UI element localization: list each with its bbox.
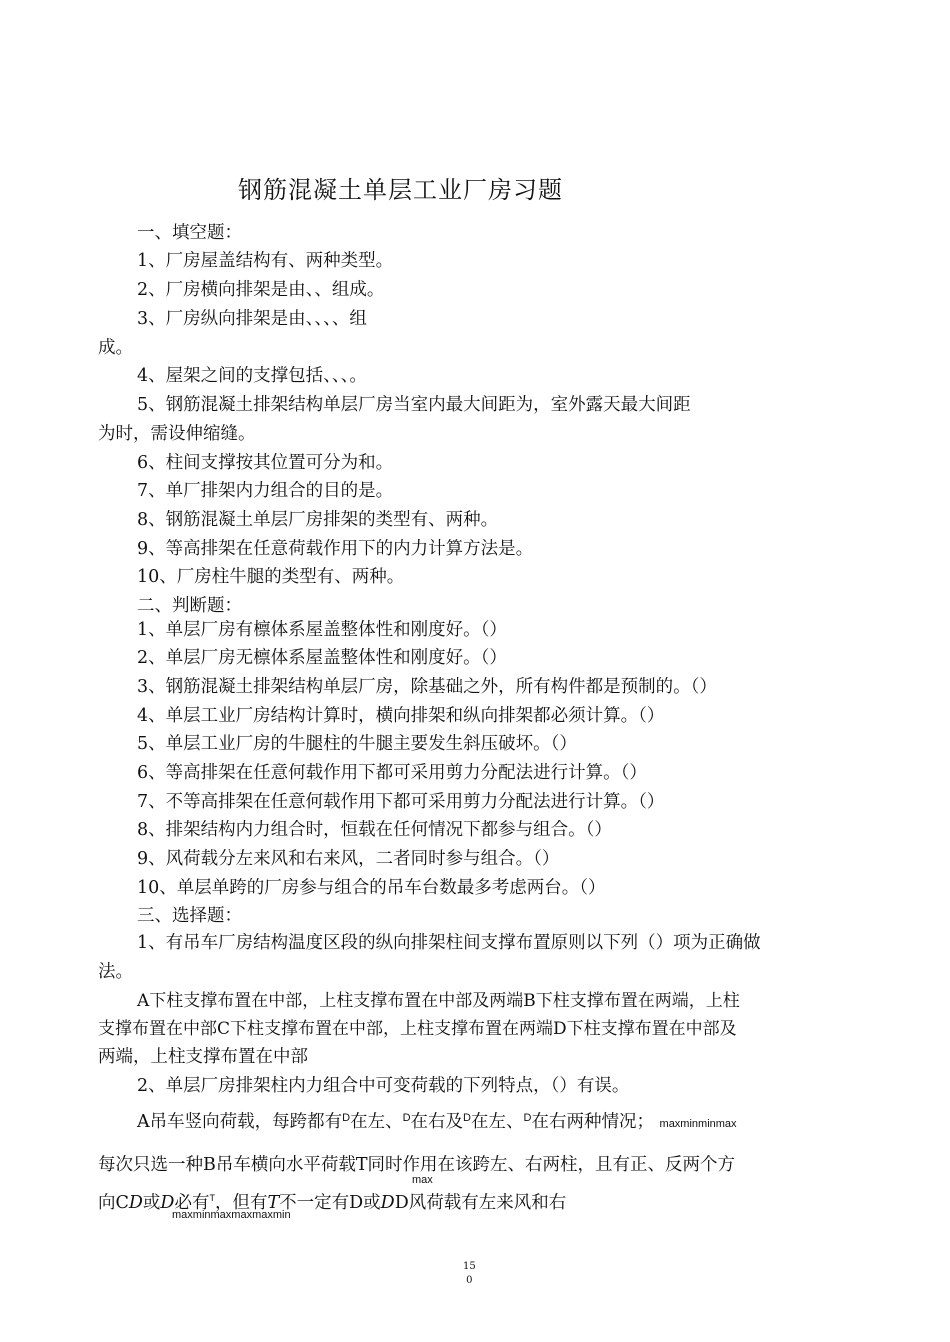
subscript-labels: maxminminmax xyxy=(659,1118,737,1130)
option-c-text: 必有 xyxy=(174,1193,210,1213)
symbol-t: T xyxy=(267,1193,280,1213)
option-c-text: 向C xyxy=(98,1193,129,1213)
option-c-text: 不一定有D或 xyxy=(279,1193,381,1213)
fill-item-continuation: 为时，需设伸缩缝。 xyxy=(98,424,256,444)
judge-item: 2、单层厂房无檩体系屋盖整体性和刚度好。（） xyxy=(137,648,507,668)
option-c-text: 或 xyxy=(142,1193,161,1213)
option-a-text: 在右两种情况； xyxy=(531,1112,654,1132)
page-number xyxy=(463,1260,476,1288)
option-a-text: 在左、 xyxy=(350,1112,403,1132)
fill-item: 3、厂房纵向排架是由、、、、组 xyxy=(137,309,367,329)
symbol-d: D xyxy=(463,1112,471,1124)
symbol-d: D xyxy=(380,1193,395,1213)
judge-item: 1、单层厂房有檩体系屋盖整体性和刚度好。（） xyxy=(137,620,507,640)
symbol-t: T xyxy=(209,1193,215,1203)
choice-q1-options: 支撑布置在中部C下柱支撑布置在中部，上柱支撑布置在两端D下柱支撑布置在中部及 xyxy=(98,1019,737,1039)
judge-item: 3、钢筋混凝土排架结构单层厂房，除基础之外，所有构件都是预制的。（） xyxy=(137,677,717,697)
choice-q1-continuation: 法。 xyxy=(98,962,133,982)
option-a-text: 在左、 xyxy=(471,1112,524,1132)
choice-q2: 2、单层厂房排架柱内力组合中可变荷载的下列特点，（）有误。 xyxy=(137,1076,630,1096)
judge-item: 9、风荷载分左来风和右来风，二者同时参与组合。（） xyxy=(137,849,560,869)
fill-item: 6、柱间支撑按其位置可分为和。 xyxy=(137,453,394,473)
judge-item: 8、排架结构内力组合时，恒载在任何情况下都参与组合。（） xyxy=(137,820,612,840)
fill-item: 2、厂房横向排架是由、、组成。 xyxy=(137,280,385,300)
fill-item: 10、厂房柱牛腿的类型有、两种。 xyxy=(137,567,405,587)
option-c-text: ，但有 xyxy=(214,1193,268,1213)
fill-item-continuation: 成。 xyxy=(98,338,133,358)
choice-q2-option-b: 每次只选一种B吊车横向水平荷载T同时作用在该跨左、右两柱，且有正、反两个方 xyxy=(98,1155,736,1175)
choice-q2-option-c xyxy=(98,1187,566,1214)
page-number-line: 0 xyxy=(466,1275,473,1286)
symbol-d: D xyxy=(342,1112,351,1124)
symbol-d: D xyxy=(523,1112,532,1124)
option-a-text: A吊车竖向荷载，每跨都有 xyxy=(137,1112,343,1132)
judge-item: 10、单层单跨的厂房参与组合的吊车台数最多考虑两台。（） xyxy=(137,878,606,898)
judge-item: 5、单层工业厂房的牛腿柱的牛腿主要发生斜压破坏。（） xyxy=(137,734,577,754)
option-c-text: D风荷载有左来风和右 xyxy=(394,1193,567,1213)
section-judge-heading: 二、判断题： xyxy=(137,596,242,616)
fill-item: 1、厂房屋盖结构有、两种类型。 xyxy=(137,251,394,271)
judge-item: 6、等高排架在任意何载作用下都可采用剪力分配法进行计算。（） xyxy=(137,763,647,783)
fill-item: 5、钢筋混凝土排架结构单层厂房当室内最大间距为，室外露天最大间距 xyxy=(137,395,691,415)
symbol-d: D xyxy=(160,1193,175,1213)
fill-item: 9、等高排架在任意荷载作用下的内力计算方法是。 xyxy=(137,539,534,559)
choice-q1: 1、有吊车厂房结构温度区段的纵向排架柱间支撑布置原则以下列（）项为正确做 xyxy=(137,933,761,953)
judge-item: 4、单层工业厂房结构计算时，横向排架和纵向排架都必须计算。（） xyxy=(137,706,665,726)
choice-q1-options: A下柱支撑布置在中部，上柱支撑布置在中部及两端B下柱支撑布置在两端，上柱 xyxy=(137,991,740,1011)
section-choice-heading: 三、选择题： xyxy=(137,906,242,926)
choice-q1-options: 两端，上柱支撑布置在中部 xyxy=(98,1047,308,1067)
choice-q2-option-a xyxy=(137,1107,737,1135)
subscript-labels: max xyxy=(412,1174,433,1186)
fill-item: 7、单厂排架内力组合的目的是。 xyxy=(137,481,394,501)
fill-item: 8、钢筋混凝土单层厂房排架的类型有、两种。 xyxy=(137,510,499,530)
section-fill-heading: 一、填空题： xyxy=(137,223,242,243)
subscript-labels: maxminmaxmaxmaxmin xyxy=(172,1209,291,1221)
document-title: 钢筋混凝土单层工业厂房习题 xyxy=(238,176,563,204)
judge-item: 7、不等高排架在任意何载作用下都可采用剪力分配法进行计算。（） xyxy=(137,792,665,812)
symbol-d: D xyxy=(128,1193,143,1213)
page-number-line: 15 xyxy=(463,1261,476,1272)
fill-item: 4、屋架之间的支撑包括、、、。 xyxy=(137,366,367,386)
symbol-d: D xyxy=(402,1112,411,1124)
option-a-text: 在右及 xyxy=(410,1112,464,1132)
